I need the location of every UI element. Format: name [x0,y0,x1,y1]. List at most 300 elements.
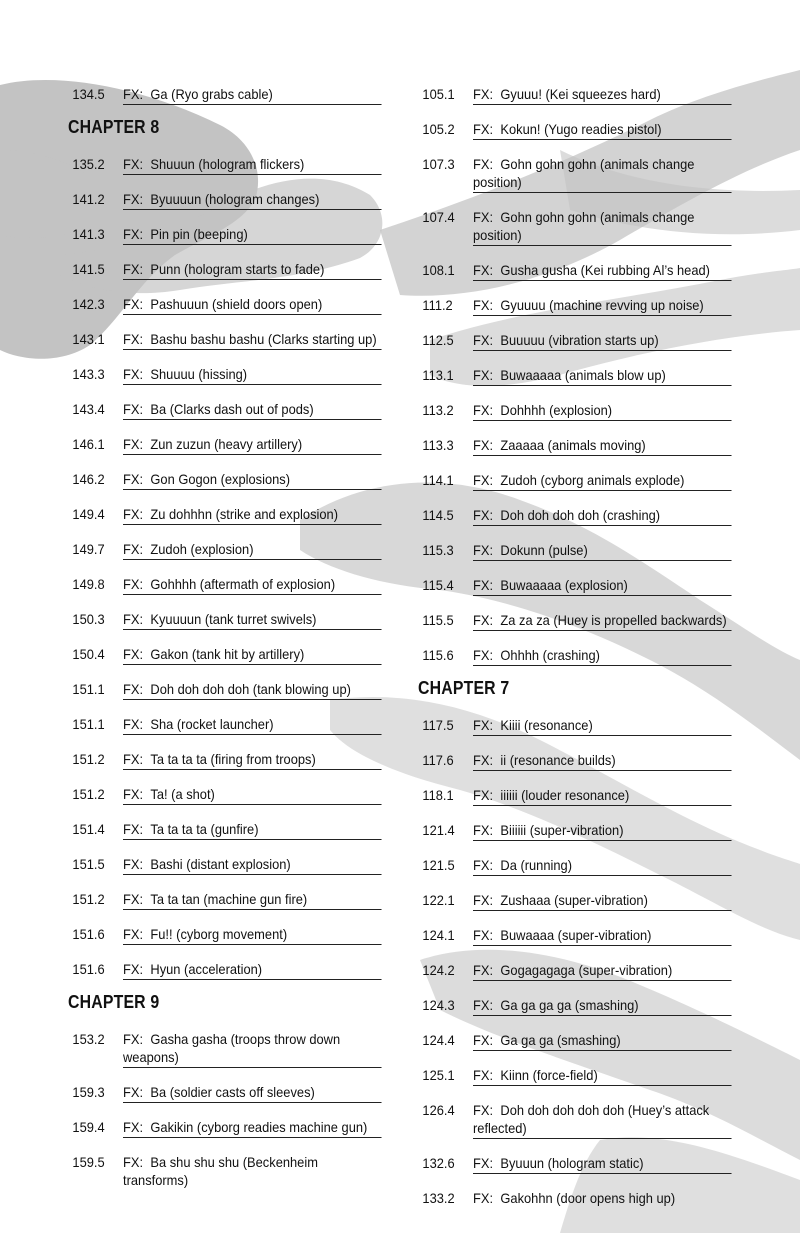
page-panel-number: 112.5 [422,332,454,348]
fx-label: FX: [473,1067,494,1083]
sfx-entry [72,537,382,560]
sfx-description: Biiiiii (super-vibration) [500,822,624,838]
page-panel-number: 153.2 [72,1031,105,1047]
fx-label: FX: [473,262,494,278]
sfx-description: Gasha gasha (troops throw down weapons) [123,1031,341,1065]
sfx-text [473,120,661,138]
sfx-entry [422,82,732,105]
sfx-entry [422,1063,732,1086]
sfx-description: Da (running) [500,857,573,873]
fx-label: FX: [123,191,144,207]
page-panel-number: 142.3 [72,296,105,312]
sfx-entry [72,817,382,840]
sfx-description: Fu!! (cyborg movement) [150,926,288,942]
sfx-text [123,540,253,558]
sfx-description: Dohhhh (explosion) [500,402,613,418]
sfx-description: Ga ga ga (smashing) [500,1032,621,1048]
right-column [418,82,732,1220]
page-panel-number: 132.6 [422,1155,455,1171]
sfx-text [123,750,316,768]
fx-label: FX: [473,367,494,383]
fx-label: FX: [473,822,494,838]
sfx-text [123,190,319,208]
sfx-entry [72,572,382,595]
sfx-entry [422,1186,732,1208]
sfx-description: Kiinn (force-field) [500,1067,598,1083]
fx-label: FX: [123,611,144,627]
chapter-heading: CHAPTER 9 [68,992,160,1012]
chapter-heading: CHAPTER 7 [418,678,510,698]
sfx-entry [72,852,382,875]
sfx-text [473,856,572,874]
sfx-description: Sha (rocket launcher) [150,716,274,732]
fx-label: FX: [123,331,144,347]
sfx-entry [422,958,732,981]
fx-label: FX: [123,366,144,382]
page-panel-number: 146.2 [72,471,105,487]
page-panel-number: 115.3 [422,542,454,558]
fx-label: FX: [123,646,144,662]
sfx-entry [422,1098,732,1139]
fx-label: FX: [123,576,144,592]
fx-label: FX: [473,857,494,873]
sfx-text [123,645,304,663]
sfx-description: Ohhhh (crashing) [500,647,600,663]
sfx-text [473,366,666,384]
sfx-text [123,575,335,593]
sfx-entry [72,187,382,210]
page-panel-number: 151.1 [72,716,105,732]
sfx-entry [72,397,382,420]
fx-label: FX: [123,296,144,312]
page-panel-number: 150.4 [72,646,105,662]
sfx-text [123,295,322,313]
sfx-entry [72,677,382,700]
sfx-text [473,1189,675,1207]
sfx-entry [72,362,382,385]
fx-label: FX: [123,86,144,102]
sfx-description: Gon Gogon (explosions) [150,471,291,487]
sfx-entry [72,82,382,105]
sfx-text [123,365,247,383]
fx-label: FX: [473,927,494,943]
sfx-description: Ba (soldier casts off sleeves) [150,1084,315,1100]
sfx-entry [72,502,382,525]
fx-label: FX: [123,926,144,942]
sfx-entry [422,643,732,666]
sfx-description: Zu dohhhn (strike and explosion) [150,506,338,522]
sfx-entry [72,642,382,665]
sfx-entry [72,712,382,735]
sfx-description: Gohn gohn gohn (animals change position) [473,209,695,243]
fx-label: FX: [123,506,144,522]
sfx-entry [422,923,732,946]
sfx-text [473,821,624,839]
sfx-entry [422,538,732,561]
page-panel-number: 143.4 [72,401,105,417]
sfx-text [123,680,351,698]
sfx-text [473,261,710,279]
page-panel-number: 149.4 [72,506,105,522]
sfx-text [123,1030,382,1066]
sfx-description: Gakon (tank hit by artillery) [150,646,305,662]
sfx-text [123,470,290,488]
page-panel-number: 126.4 [422,1102,455,1118]
sfx-description: Shuuun (hologram flickers) [150,156,305,172]
sfx-text [123,890,307,908]
sfx-text [473,1101,732,1137]
sfx-description: Gusha gusha (Kei rubbing Al’s head) [500,262,710,278]
sfx-description: Ga (Ryo grabs cable) [150,86,273,102]
sfx-entry [422,363,732,386]
sfx-text [123,925,287,943]
page-panel-number: 124.4 [422,1032,455,1048]
sfx-text [473,401,612,419]
fx-label: FX: [123,821,144,837]
sfx-entry [422,398,732,421]
page-panel-number: 150.3 [72,611,105,627]
sfx-description: ii (resonance builds) [500,752,616,768]
sfx-entry [72,1027,382,1068]
sfx-text [473,1154,644,1172]
sfx-text [473,436,646,454]
sfx-text [473,751,616,769]
sfx-description: Zushaaa (super-vibration) [500,892,648,908]
sfx-description: Pashuuun (shield doors open) [150,296,323,312]
fx-label: FX: [123,541,144,557]
fx-label: FX: [123,436,144,452]
page-panel-number: 151.1 [72,681,105,697]
sfx-text [473,996,639,1014]
fx-label: FX: [473,1190,494,1206]
sfx-text [473,576,628,594]
sfx-description: Gogagagaga (super-vibration) [500,962,673,978]
fx-label: FX: [473,612,494,628]
page-panel-number: 151.2 [72,786,105,802]
fx-label: FX: [123,786,144,802]
sfx-entry [72,957,382,980]
fx-label: FX: [123,156,144,172]
sfx-entry [422,748,732,771]
sfx-description: Zun zuzun (heavy artillery) [150,436,303,452]
sfx-text [473,155,732,191]
fx-label: FX: [123,891,144,907]
sfx-text [123,785,215,803]
left-column [68,82,382,1202]
page-panel-number: 151.4 [72,821,105,837]
sfx-description: Ta ta tan (machine gun fire) [150,891,308,907]
sfx-description: Ba shu shu shu (Beckenheim transforms) [123,1154,318,1188]
sfx-description: Ga ga ga ga (smashing) [500,997,639,1013]
sfx-description: Za za za (Huey is propelled backwards) [500,612,727,628]
sfx-text [473,646,600,664]
sfx-text [473,331,659,349]
page-panel-number: 115.4 [422,577,454,593]
page-panel-number: 107.3 [422,156,455,172]
sfx-text [473,786,629,804]
sfx-description: Ta ta ta ta (firing from troops) [150,751,316,767]
sfx-entry [422,205,732,246]
fx-label: FX: [473,752,494,768]
sfx-text [473,541,588,559]
sfx-text [473,208,732,244]
page-panel-number: 151.2 [72,751,105,767]
fx-label: FX: [123,856,144,872]
page-panel-number: 107.4 [422,209,455,225]
sfx-text [473,506,660,524]
page-panel-number: 141.5 [72,261,105,277]
sfx-text [473,926,651,944]
sfx-text [123,1083,315,1101]
fx-label: FX: [473,997,494,1013]
sfx-description: Zudoh (cyborg animals explode) [500,472,685,488]
sfx-description: Buwaaaa (super-vibration) [500,927,652,943]
sfx-text [123,715,274,733]
page-panel-number: 105.2 [422,121,455,137]
sfx-description: Kiiii (resonance) [500,717,593,733]
fx-label: FX: [123,961,144,977]
sfx-text [473,471,684,489]
fx-label: FX: [123,681,144,697]
sfx-entry [72,887,382,910]
sfx-entry [72,1080,382,1103]
sfx-entry [422,117,732,140]
sfx-entry [72,782,382,805]
fx-label: FX: [473,332,494,348]
sfx-description: Gohn gohn gohn (animals change position) [473,156,695,190]
page-panel-number: 122.1 [422,892,455,908]
chapter-heading: CHAPTER 8 [68,117,160,137]
sfx-entry [422,1028,732,1051]
sfx-entry [422,293,732,316]
page-panel-number: 149.8 [72,576,105,592]
fx-label: FX: [123,401,144,417]
fx-label: FX: [473,1032,494,1048]
page-panel-number: 141.3 [72,226,105,242]
sfx-description: Byuuuun (hologram changes) [150,191,320,207]
sfx-description: Punn (hologram starts to fade) [150,261,325,277]
page-panel-number: 151.2 [72,891,105,907]
page-panel-number: 114.5 [422,507,454,523]
fx-label: FX: [123,1031,144,1047]
sfx-text [473,85,661,103]
page-panel-number: 113.1 [422,367,454,383]
sfx-entry [422,152,732,193]
sfx-text [123,155,304,173]
sfx-description: Gyuuu! (Kei squeezes hard) [500,86,661,102]
page-panel-number: 111.2 [422,297,453,313]
sfx-description: Gakohhn (door opens high up) [500,1190,676,1206]
page-panel-number: 146.1 [72,436,105,452]
page-panel-number: 151.6 [72,961,105,977]
fx-label: FX: [473,507,494,523]
page-panel-number: 124.3 [422,997,455,1013]
sfx-entry [422,783,732,806]
sfx-description: Dokunn (pulse) [500,542,588,558]
page-panel-number: 121.4 [422,822,455,838]
page-panel-number: 141.2 [72,191,105,207]
sfx-description: Gohhhh (aftermath of explosion) [150,576,336,592]
sfx-description: Bashi (distant explosion) [150,856,291,872]
sfx-entry [72,467,382,490]
fx-label: FX: [123,261,144,277]
page-panel-number: 113.2 [422,402,454,418]
sfx-text [123,260,324,278]
fx-label: FX: [473,892,494,908]
page-panel-number: 108.1 [422,262,455,278]
page-panel-number: 118.1 [422,787,454,803]
sfx-text [473,961,672,979]
sfx-text [473,891,648,909]
fx-label: FX: [123,471,144,487]
sfx-description: Buwaaaaa (animals blow up) [500,367,666,383]
fx-label: FX: [473,297,494,313]
page-panel-number: 105.1 [422,86,455,102]
sfx-text [123,610,316,628]
sfx-description: Buuuuu (vibration starts up) [500,332,659,348]
sfx-description: Bashu bashu bashu (Clarks starting up) [150,331,377,347]
sfx-description: Doh doh doh doh (tank blowing up) [150,681,351,697]
sfx-description: Shuuuu (hissing) [150,366,248,382]
sfx-text [123,330,377,348]
page-panel-number: 114.1 [422,472,454,488]
sfx-description: Zaaaaa (animals moving) [500,437,646,453]
fx-label: FX: [473,1155,494,1171]
fx-label: FX: [123,1084,144,1100]
fx-label: FX: [123,226,144,242]
page-panel-number: 135.2 [72,156,105,172]
fx-label: FX: [473,647,494,663]
sfx-text [473,611,727,629]
sfx-description: iiiiii (louder resonance) [500,787,630,803]
sfx-entry [422,328,732,351]
sfx-entry [422,433,732,456]
page-panel-number: 159.4 [72,1119,105,1135]
sfx-entry [422,1151,732,1174]
sfx-text [123,505,338,523]
sfx-text [473,1066,598,1084]
sfx-entry [72,152,382,175]
page-panel-number: 124.1 [422,927,455,943]
page-panel-number: 125.1 [422,1067,455,1083]
sfx-entry [72,747,382,770]
sfx-entry [72,1115,382,1138]
sfx-text [123,1118,367,1136]
fx-label: FX: [123,751,144,767]
sfx-text [123,435,302,453]
fx-label: FX: [123,716,144,732]
fx-label: FX: [473,962,494,978]
page-panel-number: 124.2 [422,962,455,978]
page-panel-number: 159.5 [72,1154,105,1170]
page-panel-number: 117.6 [422,752,454,768]
page-panel-number: 133.2 [422,1190,455,1206]
sfx-description: Byuuun (hologram static) [500,1155,644,1171]
sfx-description: Zudoh (explosion) [150,541,254,557]
sfx-text [473,296,704,314]
fx-label: FX: [473,472,494,488]
fx-label: FX: [473,577,494,593]
sfx-text [123,855,291,873]
sfx-text [473,1031,621,1049]
sfx-entry [422,853,732,876]
page-panel-number: 113.3 [422,437,454,453]
sfx-description: Doh doh doh doh doh (Huey’s attack reflected) [473,1102,710,1136]
fx-label: FX: [473,1102,494,1118]
sfx-entry [422,573,732,596]
fx-label: FX: [473,787,494,803]
sfx-description: Gyuuuu (machine revving up noise) [500,297,704,313]
page-panel-number: 115.5 [422,612,454,628]
page-panel-number: 143.3 [72,366,105,382]
sfx-entry [72,257,382,280]
sfx-entry [72,292,382,315]
sfx-text [473,716,593,734]
sfx-description: Pin pin (beeping) [150,226,248,242]
sfx-text [123,1153,382,1189]
sfx-description: Doh doh doh doh (crashing) [500,507,661,523]
sfx-entry [422,608,732,631]
sfx-entry [422,993,732,1016]
sfx-entry [72,922,382,945]
sfx-description: Buwaaaaa (explosion) [500,577,628,593]
sfx-description: Kokun! (Yugo readies pistol) [500,121,662,137]
sfx-entry [422,258,732,281]
sfx-entry [72,1150,382,1190]
sfx-entry [72,432,382,455]
sfx-description: Kyuuuun (tank turret swivels) [150,611,317,627]
sfx-entry [72,222,382,245]
page-panel-number: 115.6 [422,647,454,663]
page-panel-number: 121.5 [422,857,455,873]
sfx-description: Gakikin (cyborg readies machine gun) [150,1119,368,1135]
fx-label: FX: [123,1154,144,1170]
page-panel-number: 134.5 [72,86,105,102]
sfx-text [123,400,314,418]
fx-label: FX: [473,542,494,558]
page-panel-number: 149.7 [72,541,105,557]
sfx-entry [422,713,732,736]
fx-label: FX: [473,437,494,453]
sfx-text [123,85,273,103]
sfx-entry [422,503,732,526]
fx-label: FX: [473,209,494,225]
sfx-entry [72,327,382,350]
sfx-entry [422,888,732,911]
sfx-entry [72,607,382,630]
fx-label: FX: [473,156,494,172]
page-panel-number: 151.5 [72,856,105,872]
sfx-entry [422,468,732,491]
fx-label: FX: [123,1119,144,1135]
sfx-description: Ta! (a shot) [150,786,215,802]
fx-label: FX: [473,121,494,137]
fx-label: FX: [473,717,494,733]
sfx-text [123,225,248,243]
sfx-description: Ta ta ta ta (gunfire) [150,821,259,837]
fx-label: FX: [473,402,494,418]
page-panel-number: 117.5 [422,717,454,733]
sfx-text [123,960,262,978]
sfx-entry [422,818,732,841]
fx-label: FX: [473,86,494,102]
page-panel-number: 143.1 [72,331,105,347]
sfx-description: Ba (Clarks dash out of pods) [150,401,314,417]
sfx-description: Hyun (acceleration) [150,961,263,977]
sfx-text [123,820,259,838]
page-panel-number: 159.3 [72,1084,105,1100]
page-panel-number: 151.6 [72,926,105,942]
